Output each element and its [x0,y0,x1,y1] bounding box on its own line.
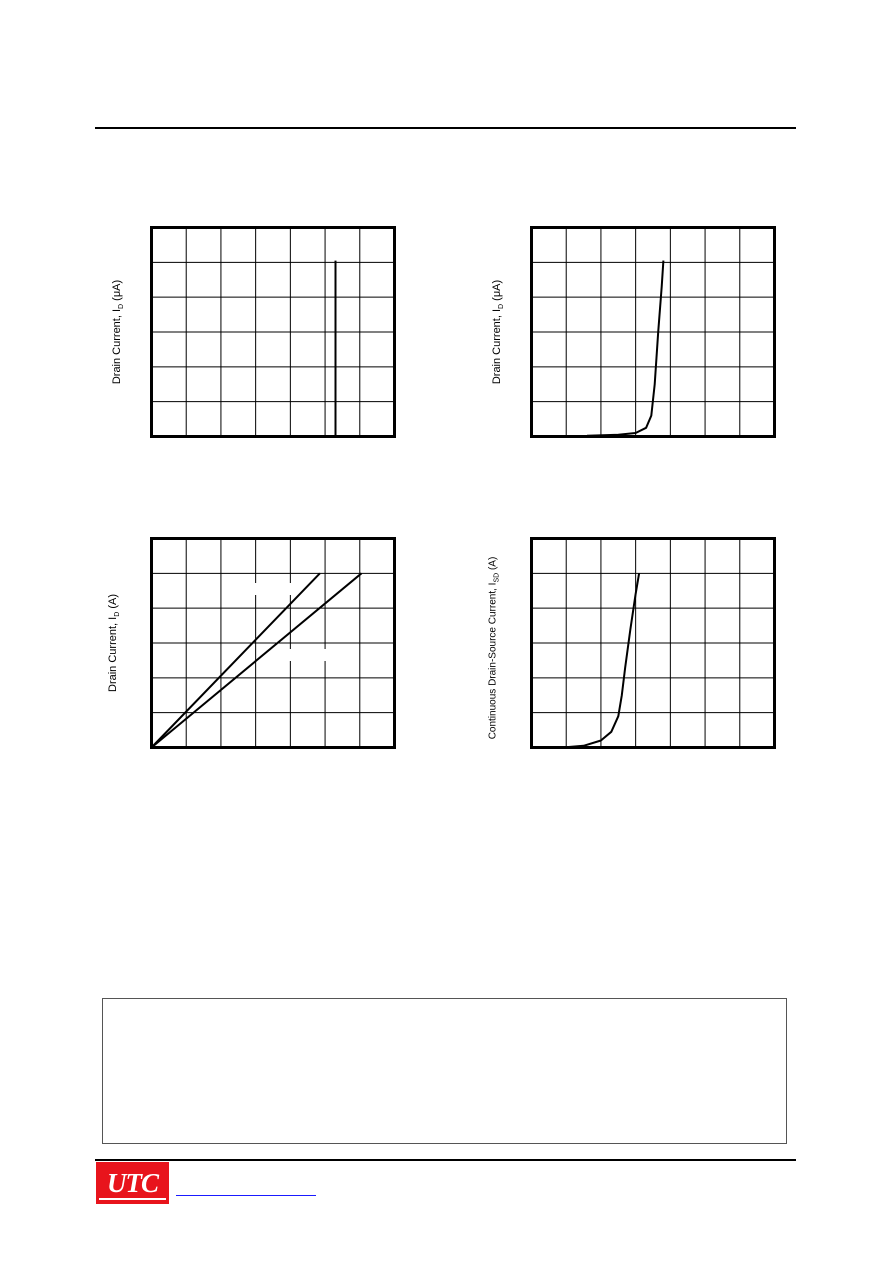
footer-rule [95,1159,796,1161]
website-link[interactable] [176,1195,316,1196]
chart-top-right [530,226,776,438]
y-axis-label-top-left: Drain Current, $I_D$ (μA) [110,279,126,385]
notice-box [102,998,787,1144]
logo-underline [99,1198,166,1200]
series-line [587,261,663,436]
chart-bottom-left [150,537,396,749]
chart-bottom-right [530,537,776,749]
curve-label-gap [252,583,292,595]
curve-label-gap [288,649,328,661]
header-rule [95,127,796,129]
y-axis-label-bottom-left: Drain Current, $I_D$ (A) [106,594,122,692]
utc-logo [96,1162,169,1204]
series-line [152,573,362,747]
chart-top-left [150,226,396,438]
y-axis-label-bottom-right: Continuous Drain-Source Current, $I_{SD}$ (A) [487,556,501,740]
y-axis-label-top-right: Drain Current, $I_D$ (μA) [490,279,506,385]
logo-text: UTC [107,1168,158,1198]
